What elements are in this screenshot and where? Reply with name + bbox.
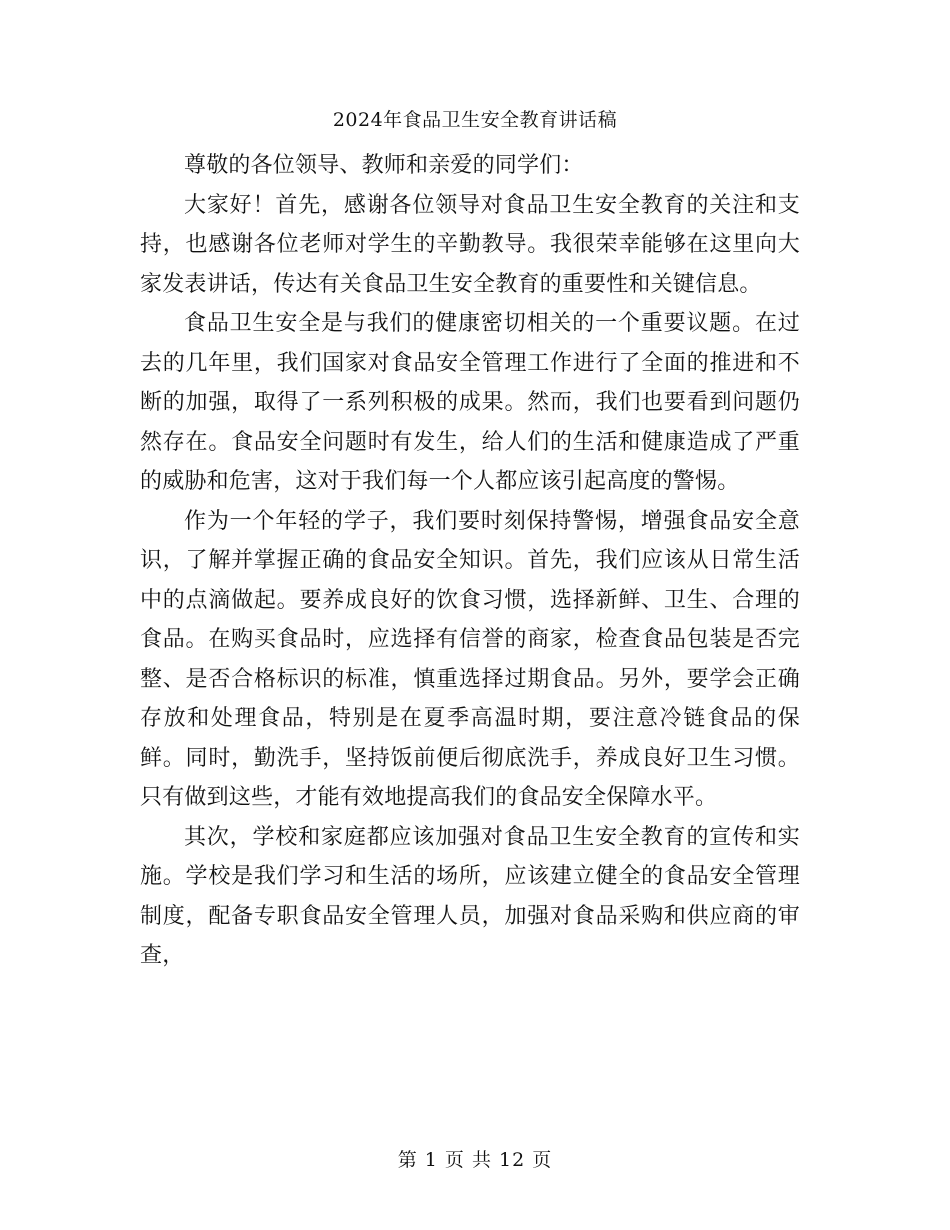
salutation-paragraph: 尊敬的各位领导、教师和亲爱的同学们： bbox=[184, 153, 584, 178]
body-paragraph: 作为一个年轻的学子，我们要时刻保持警惕，增强食品安全意识，了解并掌握正确的食品安全知识。首先，我们应该从日常生活中的点滴做起。要养成良好的饮食习惯，选择新鲜、卫生、合理的食品。在购买食品时，应选择有信誉的商家，检查食品包装是否完整、是否合格标识的标准，慎重选择过期食品。另外，要学会正确存放和处理食品，特别是在夏季高温时期，要注意冷链食品的保鲜。同时，勤洗手，坚持饭前便后彻底洗手，养成良好卫生习惯。只有做到这些，才能有效地提高我们的食品安全保障水平。 bbox=[140, 508, 800, 810]
body-paragraph: 其次，学校和家庭都应该加强对食品卫生安全教育的宣传和实施。学校是我们学习和生活的场所，应该建立健全的食品安全管理制度，配备专职食品安全管理人员，加强对食品采购和供应商的审查， bbox=[140, 824, 800, 968]
document-body bbox=[140, 146, 800, 976]
page-number-footer: 第 1 页 共 12 页 bbox=[397, 1149, 553, 1171]
body-paragraph: 大家好！首先，感谢各位领导对食品卫生安全教育的关注和支持，也感谢各位老师对学生的辛勤教导。我很荣幸能够在这里向大家发表讲话，传达有关食品卫生安全教育的重要性和关键信息。 bbox=[140, 192, 800, 297]
document-title: 2024年食品卫生安全教育讲话稿 bbox=[332, 109, 618, 131]
body-paragraph: 食品卫生安全是与我们的健康密切相关的一个重要议题。在过去的几年里，我们国家对食品安全管理工作进行了全面的推进和不断的加强，取得了一系列积极的成果。然而，我们也要看到问题仍然存在。食品安全问题时有发生，给人们的生活和健康造成了严重的威胁和危害，这对于我们每一个人都应该引起高度的警惕。 bbox=[140, 311, 800, 494]
